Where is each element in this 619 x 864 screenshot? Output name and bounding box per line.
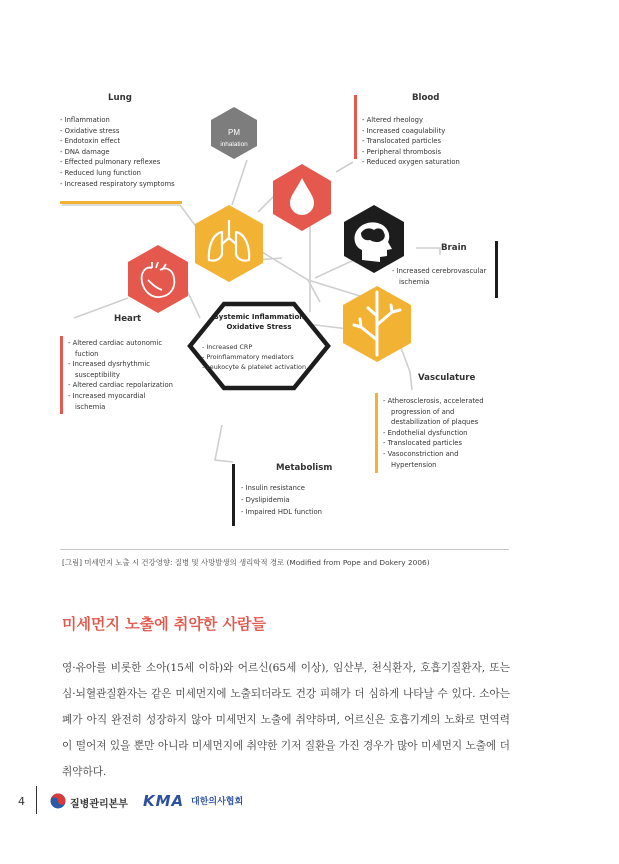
page-number: 4 [18,795,25,808]
list-item: - Effected pulmonary reflexes [60,158,161,167]
section-heading: 미세먼지 노출에 취약한 사람들 [62,615,267,633]
list-item: - DNA damage [60,147,110,156]
list-item: Hypertension [391,460,437,469]
heart-accent-bar [60,336,63,414]
brain-accent-bar [495,241,498,298]
metabolism-accent-bar [232,464,235,526]
pm-inhalation-hexagon [211,107,257,159]
heart-list [68,338,173,412]
list-item: fuction [75,349,99,358]
list-item: - Inflammation [60,116,110,124]
center-list [202,342,306,372]
taegeuk-icon [50,793,66,809]
list-item: - Proinflammatory mediators [202,353,294,361]
list-item: - Increased coagulability [362,126,446,135]
list-item: - Impaired HDL function [241,508,322,516]
center-title-line1: Systemic Inflammation [213,313,305,321]
list-item: - Translocated particles [362,137,442,146]
list-item: susceptibility [75,370,120,379]
list-item: - Insulin resistance [241,484,305,492]
blood-hexagon [273,164,331,231]
lung-list [60,115,175,189]
list-item: progression of and [391,407,455,416]
kma-name: 대한의사협회 [191,797,244,807]
list-item: - Altered cardiac autonomic [68,339,163,347]
list-item: - Leukocyte & platelet activation [202,363,307,371]
blood-title: Blood [412,93,440,103]
pm-inhalation-label: inhalation [220,141,248,148]
list-item: - Peripheral thrombosis [362,147,441,156]
blood-accent-bar [354,95,357,159]
list-item: - Altered cardiac repolarization [68,381,173,390]
metabolism-list [241,482,322,518]
kma-logo-mark: KMA [143,792,185,810]
brain-list [392,266,486,287]
list-item: - Endothelial dysfunction [383,428,468,437]
list-item: - Reduced lung function [60,168,141,177]
list-item: - Increased myocardial [68,391,146,400]
list-item: ischemia [399,277,430,286]
figure-caption: [그림] 미세먼지 노출 시 건강영향: 질병 및 사망발생의 생리학적 경로 (Modified from Pope and Dokery 2006) [62,558,430,567]
blood-list [362,115,460,168]
vasculature-hexagon [343,286,411,362]
list-item: - Increased respiratory symptoms [60,179,175,188]
list-item: - Increased CRP [202,343,253,351]
brain-title: Brain [441,243,467,253]
lung-accent-bar [60,201,182,204]
kcdc-name: 질병관리본부 [70,799,128,810]
heart-title: Heart [114,314,142,324]
list-item: - Reduced oxygen saturation [362,158,460,167]
caption-divider [60,549,509,550]
list-item: - Endotoxin effect [60,137,121,146]
list-item: ischemia [75,402,106,411]
vasculature-title: Vasculature [418,373,476,383]
list-item: - Vasoconstriction and [383,449,459,458]
kma-logo [143,792,283,812]
footer-divider [36,786,37,814]
center-title [206,312,312,332]
heart-hexagon [128,245,188,313]
list-item: destabilization of plaques [391,418,479,427]
lung-hexagon [195,205,263,282]
vasculature-list [383,396,484,470]
brain-hexagon [344,205,404,273]
list-item: - Altered rheology [362,116,424,124]
metabolism-title: Metabolism [276,463,333,473]
list-item: - Translocated particles [383,439,463,448]
list-item: - Increased cerebrovascular [392,267,487,275]
lung-title: Lung [108,93,132,103]
list-item: - Dyslipidemia [241,496,290,504]
vasculature-accent-bar [375,393,378,473]
section-paragraph: 영·유아를 비롯한 소아(15세 이하)와 어르신(65세 이상), 임산부, 천식환자, 호흡기질환자, 또는 심·뇌혈관질환자는 같은 미세먼지에 노출되더라도 건강 피해가 더 심하게 나타날 수 있다. 소아는 폐가 아직 완전히 성장하지 않아 미세먼지 노출에 취약하며, 어르신은 호흡기계의 노화로 면역력이 떨어져 있을 뿐만 아니라 미세먼지에 취약한 기저 질환을 가진 경우가 많아 미세먼지 노출에 더 취약하다. [62,662,510,778]
center-title-line2: Oxidative Stress [226,323,292,331]
list-item: - Increased dysrhythmic [68,360,150,369]
pm-label: PM [228,128,240,137]
list-item: - Oxidative stress [60,126,120,135]
list-item: - Atherosclerosis, accelerated [383,397,484,405]
